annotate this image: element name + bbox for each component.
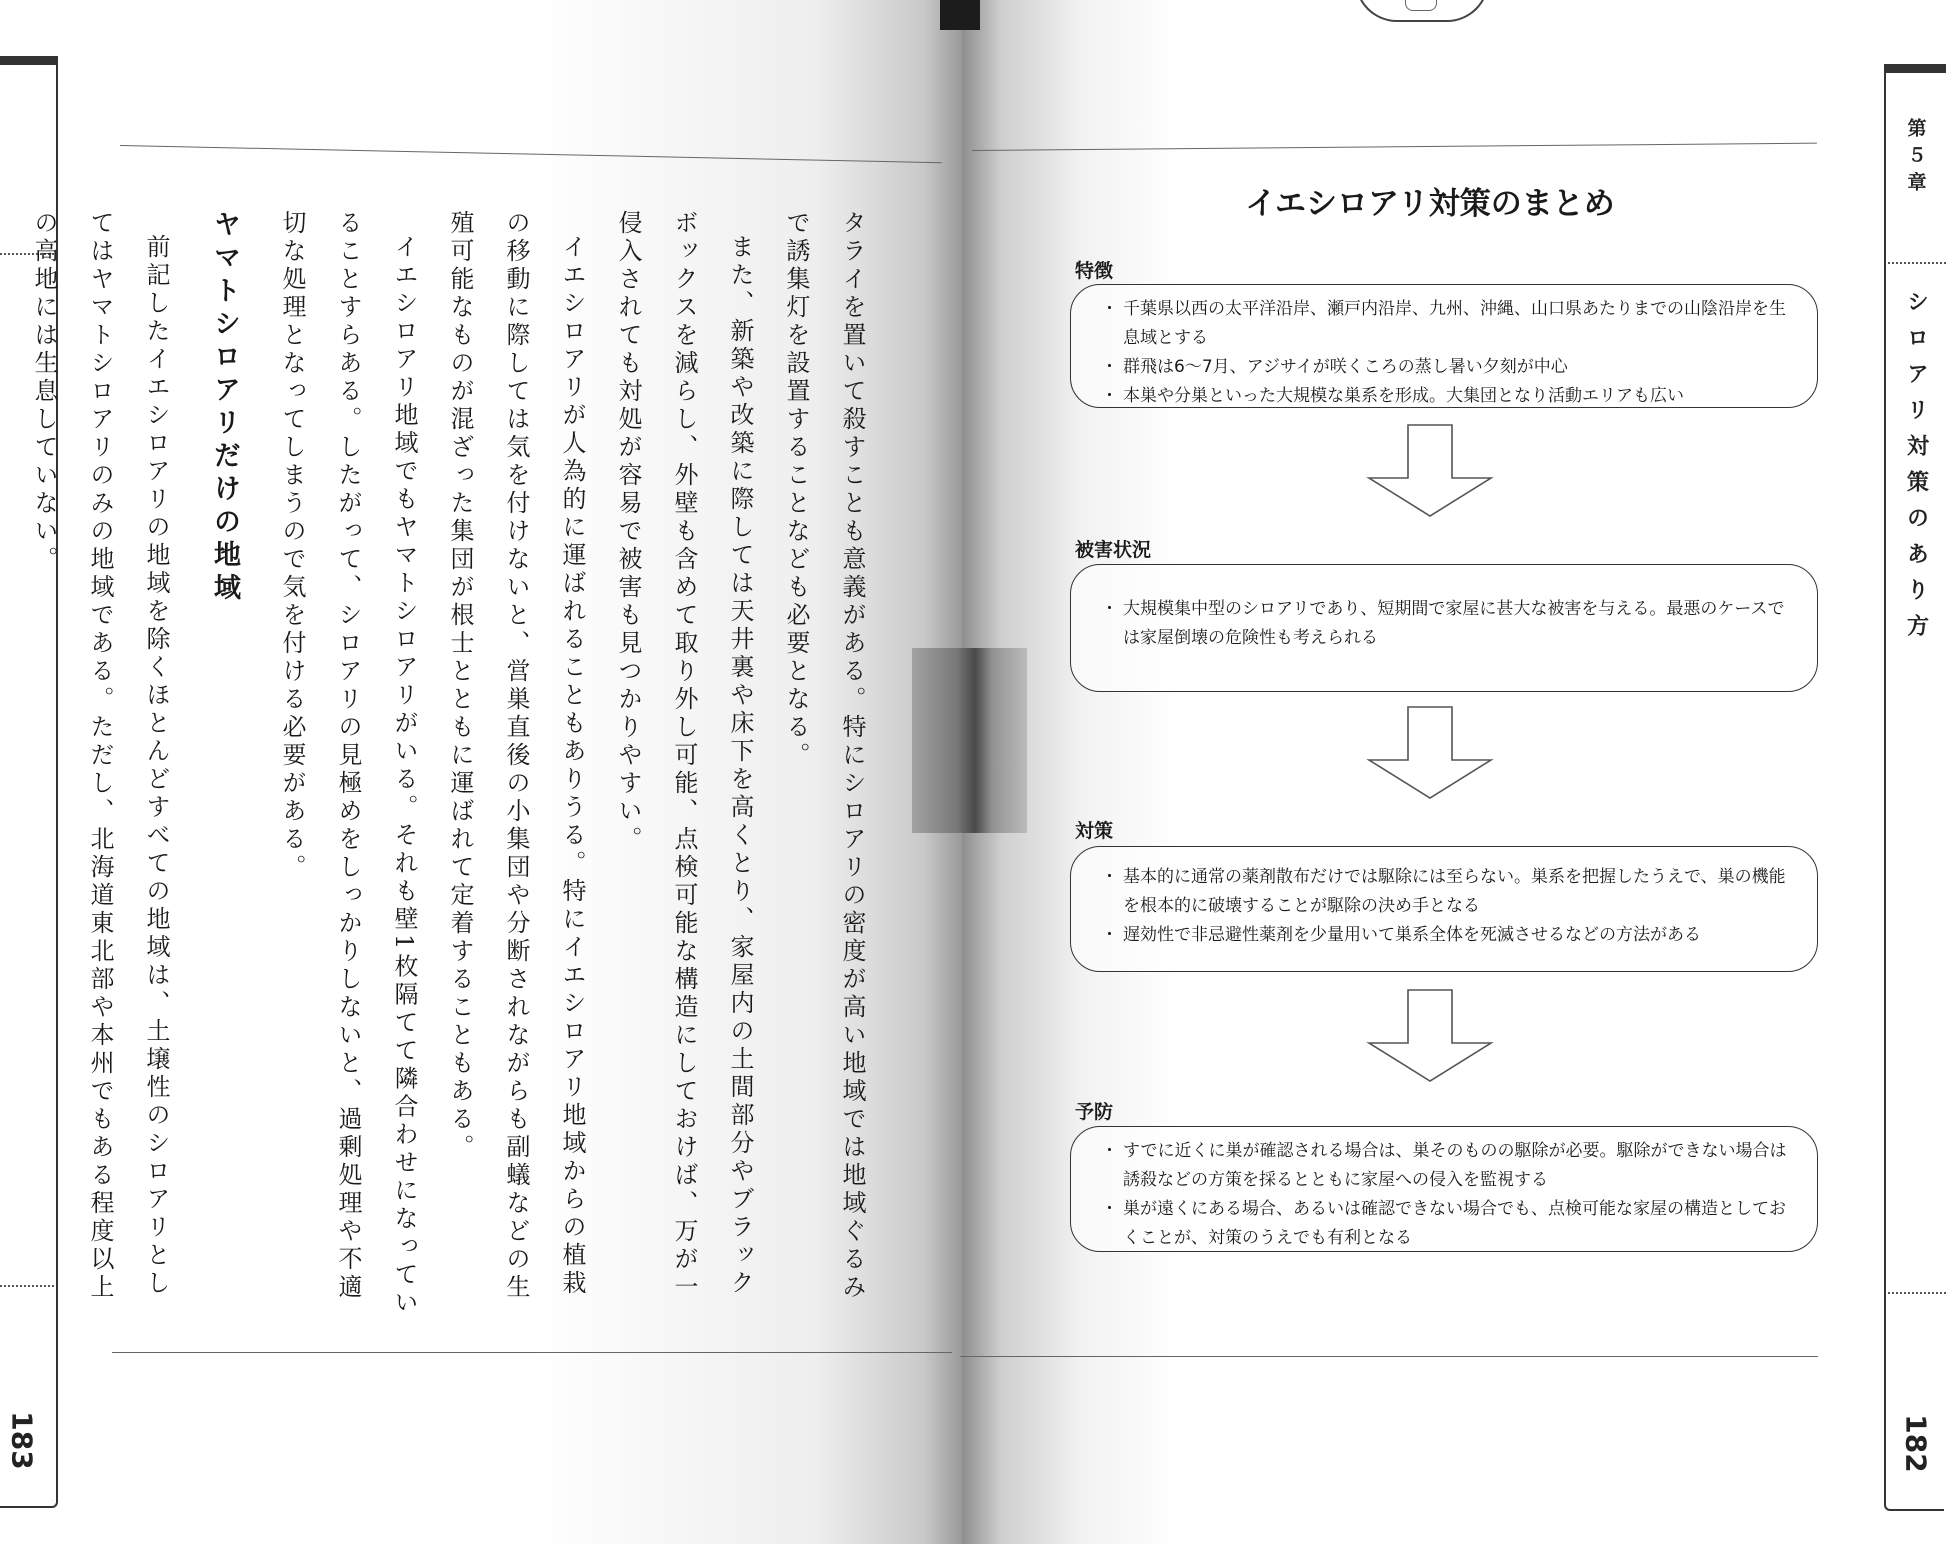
right-tab-divider: [1888, 262, 1946, 264]
prevention-item: ・ 巣が遠くにある場合、あるいは確認できない場合でも、点検可能な家屋の構造としておくことが、対策のうえでも有利となる: [1109, 1195, 1787, 1253]
countermeasures-item: ・ 基本的に通常の薬剤散布だけでは駆除には至らない。巣系を把握したうえで、巣の機能を根本的に破壊することが駆除の決め手となる: [1109, 863, 1787, 921]
right-bottom-rule: [960, 1356, 1818, 1357]
prevention-item: ・ すでに近くに巣が確認される場合は、巣そのものの駆除が必要。駆除ができない場合は誘殺などの方策を採るとともに家屋への侵入を監視する: [1109, 1137, 1787, 1195]
down-arrow-icon: [1365, 705, 1495, 800]
countermeasures-box: [1070, 846, 1818, 972]
features-item: ・ 本巣や分巣といった大規模な巣系を形成。大集団となり活動エリアも広い: [1109, 382, 1787, 411]
page-number-left: [2, 1405, 42, 1475]
page-number-right: [1888, 1408, 1944, 1478]
prevention-box: [1070, 1126, 1818, 1252]
features-item: ・ 千葉県以西の太平洋沿岸、瀬戸内沿岸、九州、沖縄、山口県あたりまでの山陰沿岸を生息域とする: [1109, 295, 1787, 353]
features-box: [1070, 284, 1818, 408]
paragraph-5: 前記したイエシロアリの地域を除くほとんどすべての地域は、土壌性のシロアリとしてはヤマトシロアリのみの地域である。ただし、北海道東北部や本州でもある程度以上の高地には生息していない。: [30, 210, 170, 1302]
gutter-photo: [912, 648, 1027, 833]
section-label-prevention: 予防: [1075, 1101, 1114, 1123]
left-body-text: [30, 210, 880, 1320]
paragraph-1: タライを置いて殺すことも意義がある。特にシロアリの密度が高い地域では地域ぐるみで誘集灯を設置することなども必要となる。: [782, 210, 866, 1302]
chapter-title: シロアリ対策のあり方: [1903, 290, 1929, 650]
countermeasures-item: ・ 遅効性で非忌避性薬剤を少量用いて巣系全体を死滅させるなどの方法がある: [1109, 921, 1787, 950]
summary-title: イエシロアリ対策のまとめ: [1245, 186, 1615, 222]
section-label-features: 特徴: [1075, 260, 1114, 282]
left-bottom-rule: [112, 1352, 952, 1353]
section-label-countermeasures: 対策: [1075, 820, 1114, 842]
section-label-damage: 被害状況: [1075, 539, 1152, 561]
top-badge-inner-decoration: [1405, 0, 1437, 11]
damage-item: ・ 大規模集中型のシロアリであり、短期間で家屋に甚大な被害を与える。最悪のケースでは家屋倒壊の危険性も考えられる: [1109, 595, 1787, 653]
page-number-left-text: 183: [5, 1410, 39, 1470]
gutter-shadow: [940, 0, 980, 30]
paragraph-3: イエシロアリが人為的に運ばれることもありうる。特にイエシロアリ地域からの植栽の移動に際しては気を付けないと、営巣直後の小集団や分断されながらも副蟻などの生殖可能なものが混ざった集団が根士とともに運ばれて定着することもある。: [446, 210, 586, 1302]
right-tab-divider: [1888, 1292, 1946, 1294]
paragraph-2: また、新築や改築に際しては天井裏や床下を高くとり、家屋内の土間部分やブラックボックスを減らし、外壁も含めて取り外し可能、点検可能な構造にしておけば、万が一侵入されても対処が容易で被害も見つかりやすい。: [614, 210, 754, 1302]
features-item: ・ 群飛は6〜7月、アジサイが咲くころの蒸し暑い夕刻が中心: [1109, 353, 1787, 382]
page-number-right-text: 182: [1899, 1413, 1933, 1473]
damage-box: [1070, 564, 1818, 692]
down-arrow-icon: [1365, 988, 1495, 1083]
chapter-number: 第５章: [1904, 118, 1927, 199]
section-heading: ヤマトシロアリだけの地域: [209, 210, 240, 606]
paragraph-4: イエシロアリ地域でもヤマトシロアリがいる。それも壁1枚隔てて隣合わせになっていることすらある。したがって、シロアリの見極めをしっかりしないと、過剰処理や不適切な処理となってしまうので気を付ける必要がある。: [278, 210, 418, 1318]
down-arrow-icon: [1365, 423, 1495, 518]
